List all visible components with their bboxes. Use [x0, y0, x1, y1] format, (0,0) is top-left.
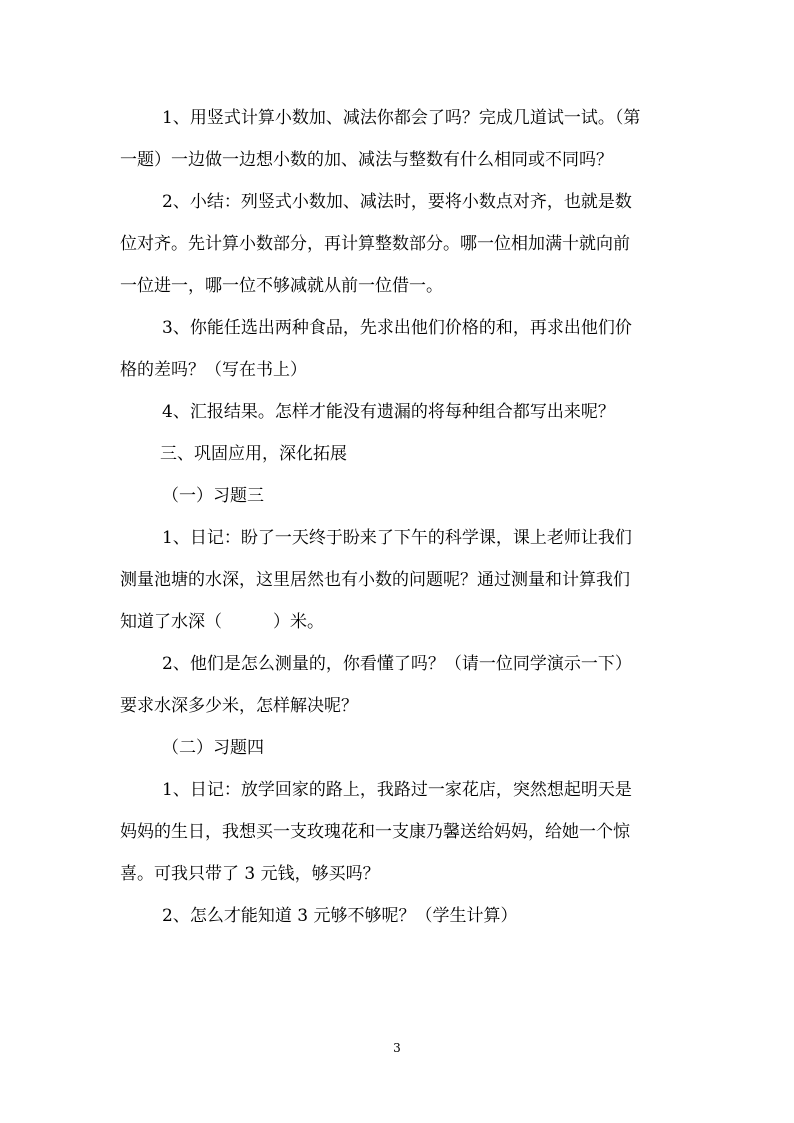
paragraph-line: 一位进一，哪一位不够减就从前一位借一。 [120, 276, 443, 296]
paragraph-line: 3、你能任选出两种食品，先求出他们价格的和，再求出他们价 [162, 318, 632, 338]
paragraph-line: 知道了水深（ ）米。 [120, 612, 324, 632]
page-number: 3 [393, 1041, 401, 1055]
paragraph-line: 2、小结：列竖式小数加、减法时，要将小数点对齐，也就是数 [162, 192, 632, 212]
paragraph-line: 1、用竖式计算小数加、减法你都会了吗？完成几道试一试。（第 [162, 108, 641, 128]
paragraph-line: 一题）一边做一边想小数的加、减法与整数有什么相同或不同吗？ [120, 150, 613, 170]
paragraph-line: 格的差吗？（写在书上） [120, 360, 307, 380]
subsection-heading: （一）习题三 [162, 486, 264, 506]
paragraph-line: 2、他们是怎么测量的，你看懂了吗？（请一位同学演示一下） [162, 654, 632, 674]
paragraph-line: 位对齐。先计算小数部分，再计算整数部分。哪一位相加满十就向前 [120, 234, 630, 254]
paragraph-line: 1、日记：盼了一天终于盼来了下午的科学课，课上老师让我们 [162, 528, 632, 548]
section-heading: 三、巩固应用，深化拓展 [160, 444, 347, 464]
paragraph-line: 1、日记：放学回家的路上，我路过一家花店，突然想起明天是 [162, 780, 632, 800]
subsection-heading: （二）习题四 [162, 738, 264, 758]
paragraph-line: 2、怎么才能知道 3 元够不够呢？（学生计算） [162, 906, 518, 926]
paragraph-line: 要求水深多少米，怎样解决呢？ [120, 696, 358, 716]
paragraph-line: 喜。可我只带了 3 元钱，够买吗？ [120, 864, 380, 884]
paragraph-line: 测量池塘的水深，这里居然也有小数的问题呢？通过测量和计算我们 [120, 570, 630, 590]
paragraph-line: 4、汇报结果。怎样才能没有遗漏的将每种组合都写出来呢？ [162, 402, 615, 422]
paragraph-line: 妈妈的生日，我想买一支玫瑰花和一支康乃馨送给妈妈，给她一个惊 [120, 822, 630, 842]
